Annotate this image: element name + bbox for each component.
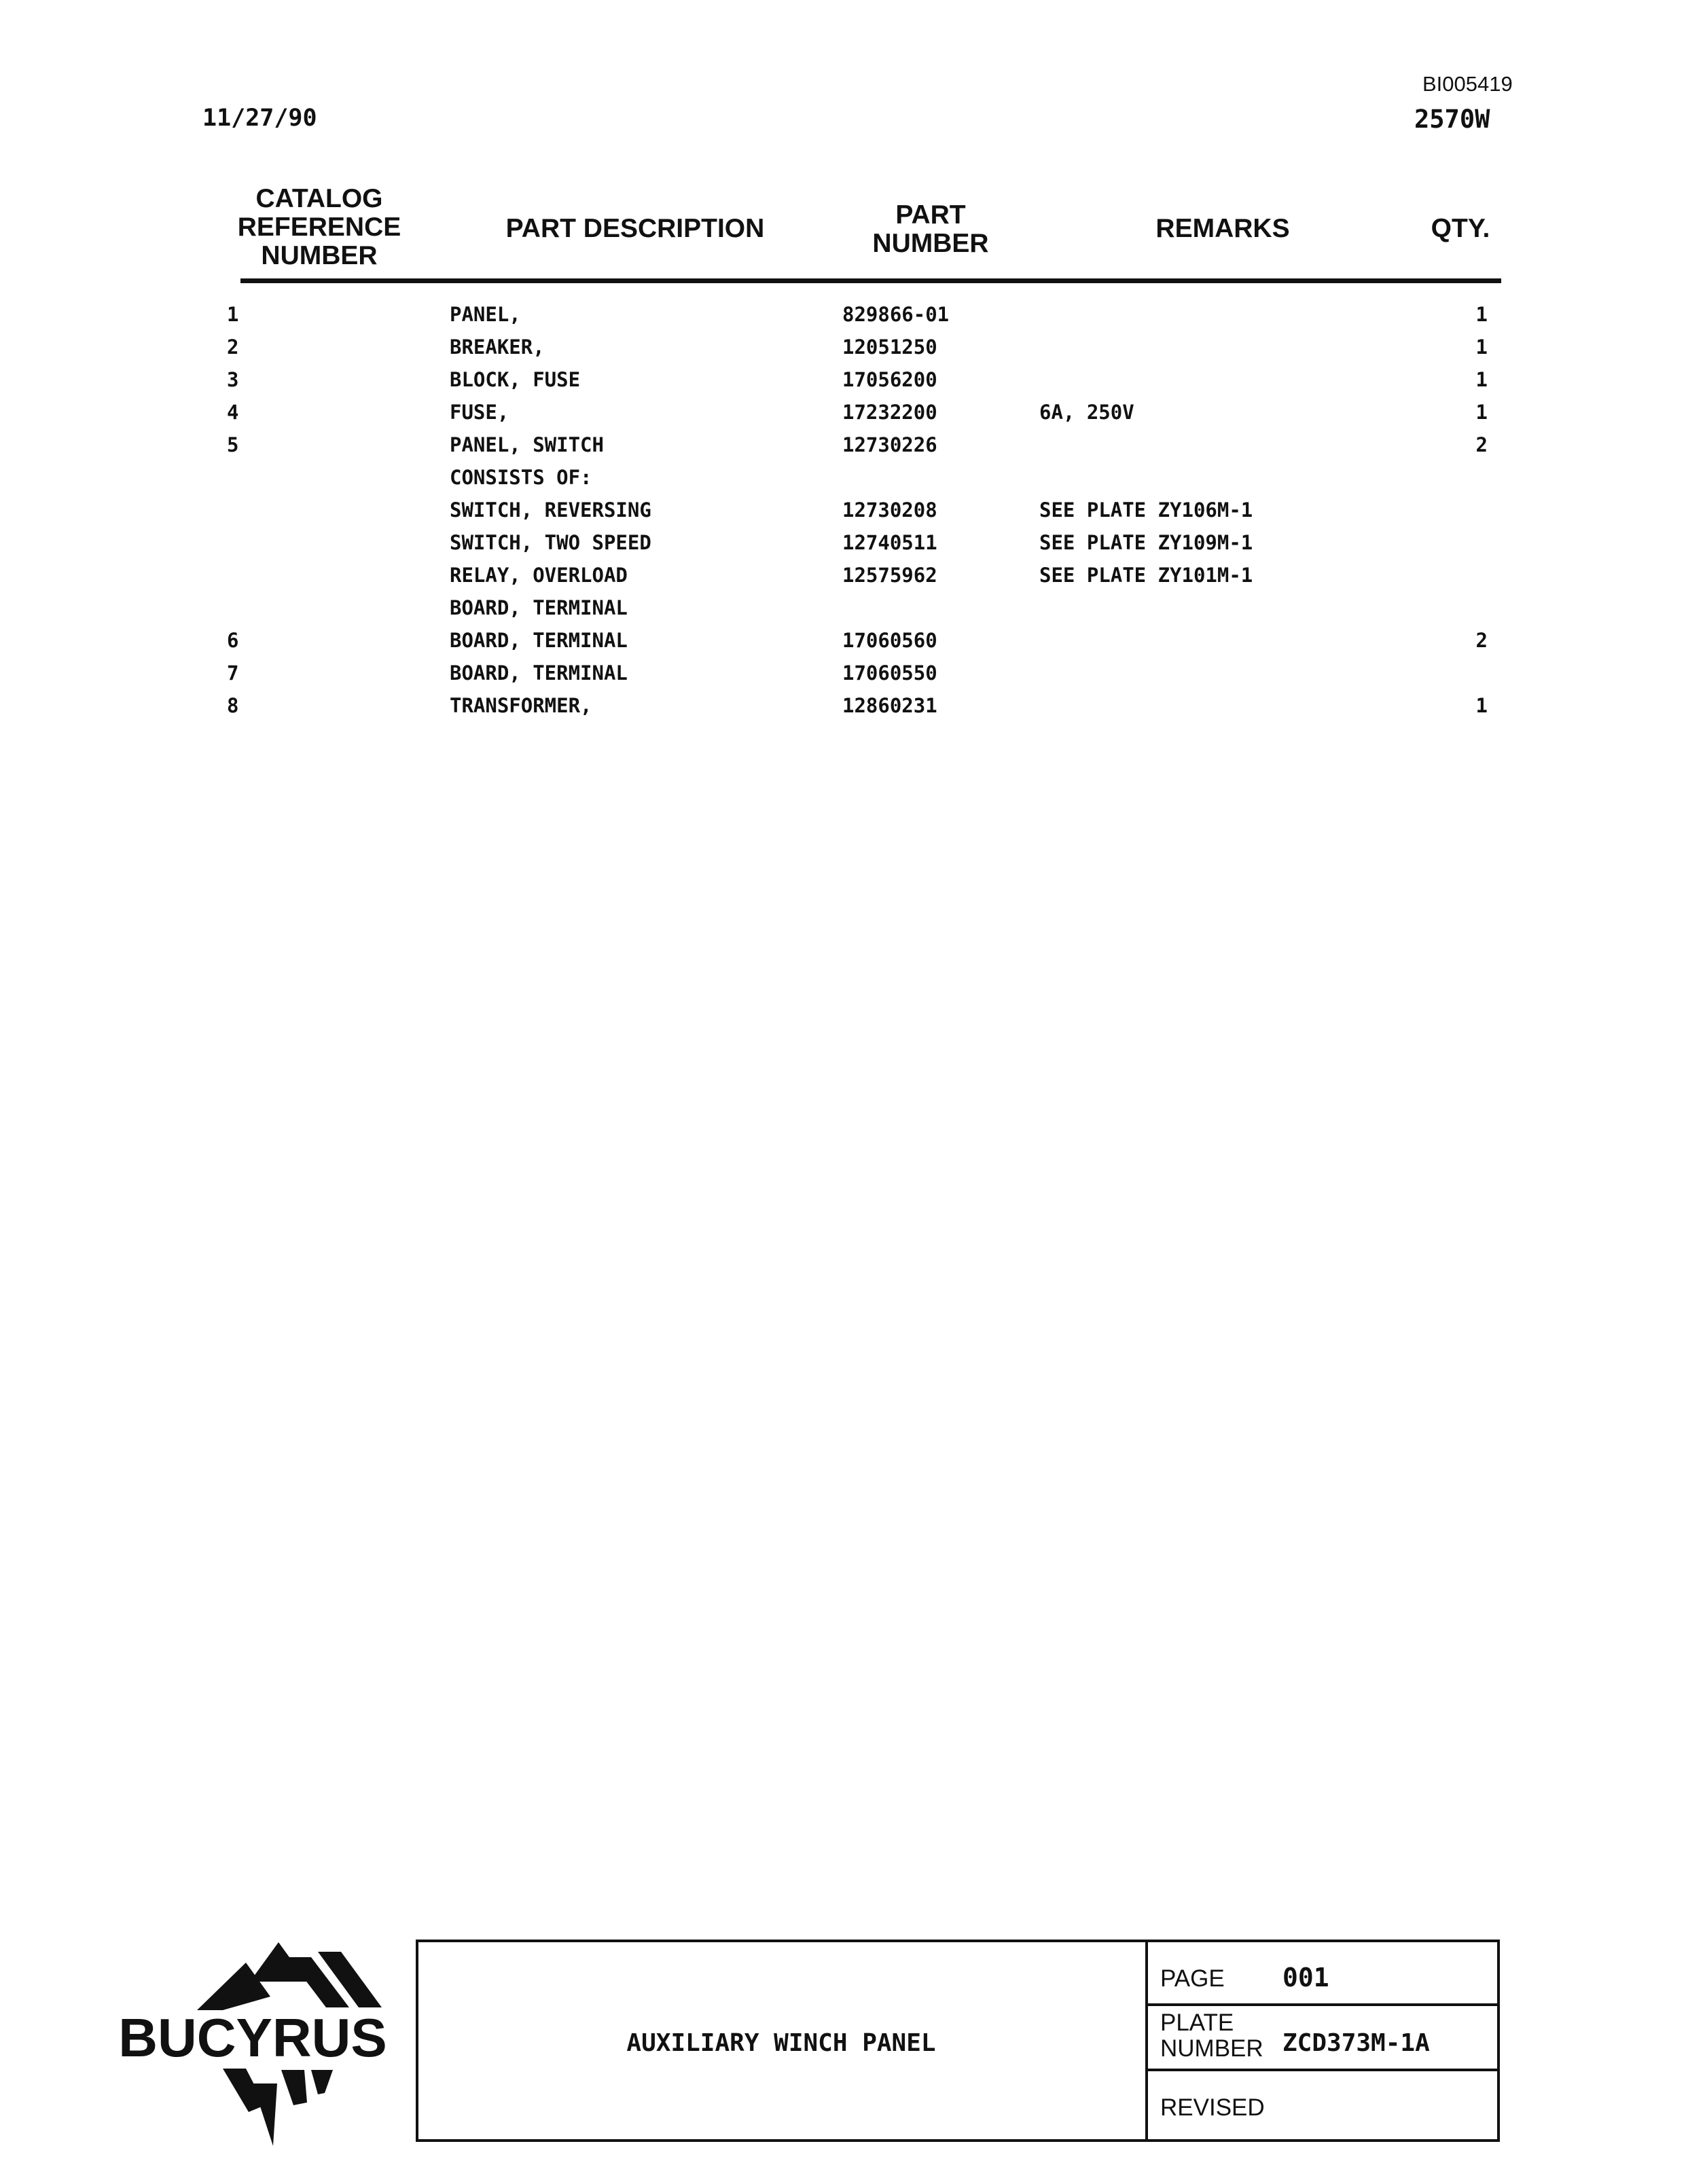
description-cell: BOARD, TERMINAL (450, 629, 628, 652)
part-number-cell: 17232200 (842, 401, 937, 424)
column-header-part-number (836, 201, 1026, 258)
catalog-ref-cell: 3 (227, 368, 239, 391)
description-cell: BOARD, TERMINAL (450, 596, 628, 619)
plate-label-line: NUMBER (1160, 2035, 1263, 2062)
catalog-ref-cell: 7 (227, 661, 239, 685)
plate-number-label (1160, 2010, 1263, 2062)
logo-wordmark: BUCYRUS (118, 2007, 387, 2068)
revised-label: REVISED (1160, 2094, 1265, 2121)
table-row (0, 498, 1705, 531)
remarks-cell: 6A, 250V (1039, 401, 1134, 424)
plate-label-line: PLATE (1160, 2009, 1234, 2036)
table-row (0, 466, 1705, 498)
catalog-ref-cell: 6 (227, 629, 239, 652)
description-cell: PANEL, SWITCH (450, 433, 604, 456)
plate-number-value: ZCD373M-1A (1282, 2029, 1430, 2057)
column-header-part-description: PART DESCRIPTION (505, 214, 765, 243)
column-header-line: NUMBER (261, 241, 378, 270)
description-cell: SWITCH, REVERSING (450, 498, 651, 522)
table-row (0, 531, 1705, 564)
description-cell: BOARD, TERMINAL (450, 661, 628, 685)
description-cell: SWITCH, TWO SPEED (450, 531, 651, 554)
part-number-cell: 17056200 (842, 368, 937, 391)
remarks-cell: SEE PLATE ZY109M-1 (1039, 531, 1253, 554)
description-cell: BLOCK, FUSE (450, 368, 581, 391)
qty-cell: 1 (1475, 303, 1488, 326)
catalog-ref-cell: 5 (227, 433, 239, 456)
description-cell: FUSE, (450, 401, 509, 424)
table-row (0, 564, 1705, 596)
part-number-cell: 12740511 (842, 531, 937, 554)
remarks-cell: SEE PLATE ZY101M-1 (1039, 564, 1253, 587)
plate-title: AUXILIARY WINCH PANEL (626, 2029, 936, 2057)
column-header-line: REFERENCE (237, 213, 401, 242)
description-cell: TRANSFORMER, (450, 694, 592, 717)
page-label: PAGE (1160, 1965, 1225, 1992)
column-header-line: CATALOG (255, 184, 383, 213)
description-cell: CONSISTS OF: (450, 466, 592, 489)
catalog-ref-cell: 1 (227, 303, 239, 326)
table-row (0, 368, 1705, 401)
catalog-ref-cell: 8 (227, 694, 239, 717)
header-rule (240, 278, 1501, 283)
part-number-cell: 12051250 (842, 335, 937, 359)
description-cell: PANEL, (450, 303, 521, 326)
table-row (0, 661, 1705, 694)
qty-cell: 1 (1475, 694, 1488, 717)
table-row (0, 694, 1705, 727)
column-header-remarks: REMARKS (1155, 214, 1290, 243)
part-number-cell: 829866-01 (842, 303, 950, 326)
part-number-cell: 17060550 (842, 661, 937, 685)
table-row (0, 596, 1705, 629)
table-row (0, 303, 1705, 335)
column-header-catalog-reference (217, 185, 421, 270)
table-row (0, 629, 1705, 661)
page-value: 001 (1282, 1963, 1329, 1992)
model-number: 2570W (1414, 105, 1490, 134)
part-number-cell: 12575962 (842, 564, 937, 587)
column-header-line: PART (895, 200, 966, 230)
description-cell: BREAKER, (450, 335, 545, 359)
table-row (0, 401, 1705, 433)
document-id: BI005419 (1422, 72, 1513, 96)
part-number-cell: 12730208 (842, 498, 937, 522)
column-header-qty: QTY. (1431, 214, 1490, 243)
document-date: 11/27/90 (202, 105, 317, 132)
qty-cell: 1 (1475, 368, 1488, 391)
table-row (0, 335, 1705, 368)
qty-cell: 1 (1475, 401, 1488, 424)
bucyrus-logo (110, 1942, 395, 2146)
title-block-rule (1147, 2069, 1500, 2071)
title-block-rule (1147, 2003, 1500, 2006)
description-cell: RELAY, OVERLOAD (450, 564, 628, 587)
remarks-cell: SEE PLATE ZY106M-1 (1039, 498, 1253, 522)
part-number-cell: 17060560 (842, 629, 937, 652)
qty-cell: 1 (1475, 335, 1488, 359)
column-header-line: NUMBER (872, 229, 989, 258)
table-row (0, 433, 1705, 466)
catalog-ref-cell: 2 (227, 335, 239, 359)
qty-cell: 2 (1475, 433, 1488, 456)
part-number-cell: 12730226 (842, 433, 937, 456)
catalog-ref-cell: 4 (227, 401, 239, 424)
part-number-cell: 12860231 (842, 694, 937, 717)
qty-cell: 2 (1475, 629, 1488, 652)
